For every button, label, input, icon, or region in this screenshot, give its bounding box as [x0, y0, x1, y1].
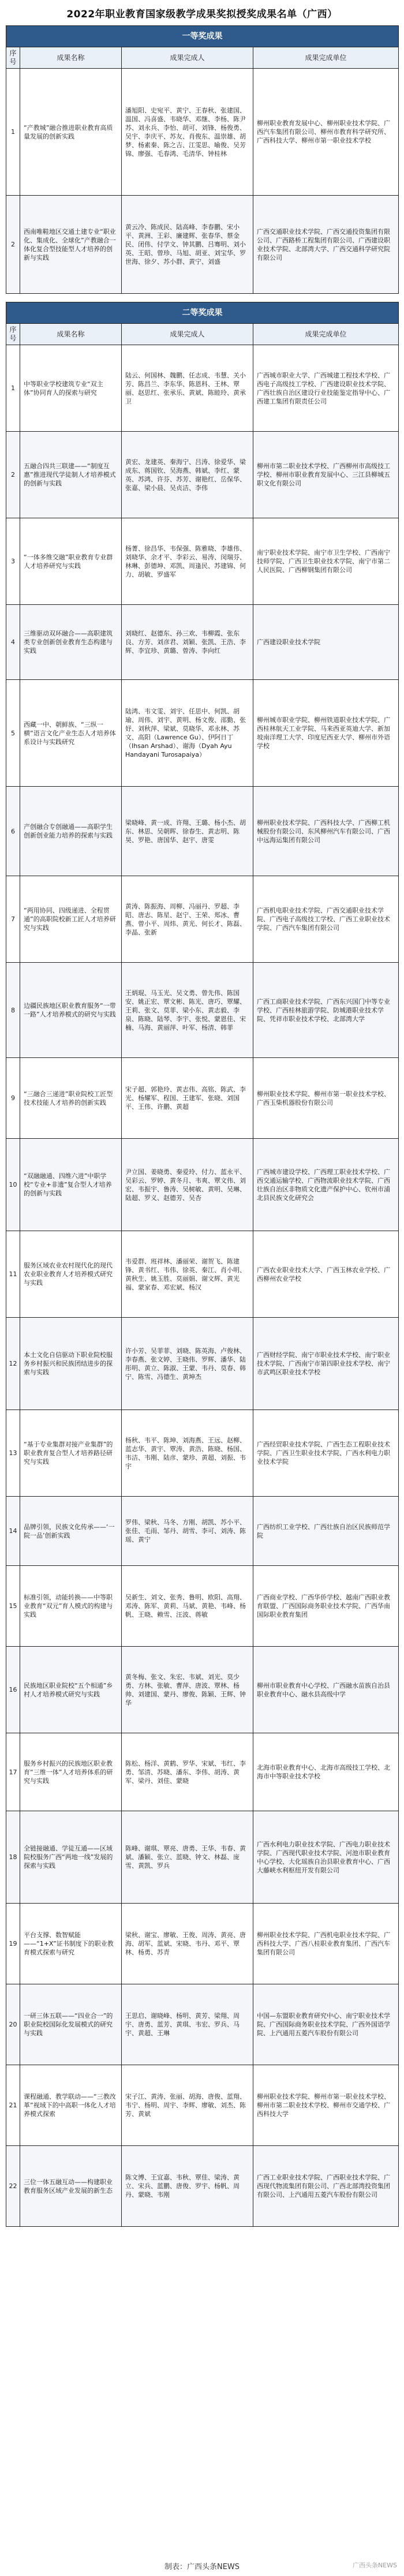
achievement-name: 服务区域农业农村现代化的现代农业职业教育人才培养模式研究与实践 [20, 1231, 122, 1318]
table-row [6, 69, 399, 196]
achievement-name: 一研三体五联——“四业合一”的职业院校国际化发展模式的研究与实践 [20, 1984, 122, 2065]
achievement-people: 尹立国、姜晓勇、秦爱玲、付力、蓝永平、吴彩云、罗婷、黄冬月、韦爽、覃文伟、刘宏、韦振宇、鲁涛、吴树敏、黄明、吴琳、陆超、罗义、赵德芳、吴杏 [122, 1139, 253, 1231]
achievement-name: 西南唯鞋地区交通土建专业“职业化、集成化、全球化”产教融合一体化复合型技能型人才培养的创新与实践 [20, 196, 122, 294]
table-row [6, 345, 399, 432]
table-row [6, 876, 399, 963]
achievement-people: 黄涛、陈振海、周柳、冯丽丹、罗超、李昭、唐志、陈星、赵宁、王荣、郑冰、曹燕、曾小平、周炜、黄光、何长才、陈磊、李晶、张新 [122, 876, 253, 963]
achievement-people: 潘旭阳、史宛平、黄宁、王春秋、张建国、温国、冯喜盛、韦晓华、邓继、李杨、陈尹苏、刘永兵、李怡、胡可、刘锋、杨俊勇、吴宇、李庆平、苏友、肖俊东、温崇雄、胡梦、杨素秦、陈之吉、江雯思、喻俊、吴芳锦、廖强、毛春鸿、毛清华、钟桂林 [122, 69, 253, 196]
achievement-name: “一体多维交融”职业教育专业群人才培养研究与实践 [20, 518, 122, 605]
achievement-unit: 广西城市建设学校、广西理工职业技术学校、广西交通运输学校、广西物流职业技术学院、广西壮族自治区非物质文化遗产保护中心、钦州市浦北县民族文化研究会 [253, 1139, 399, 1231]
achievement-name: 产创融合专创融通——高职学生创新创业能力培养的探索与实践 [20, 787, 122, 876]
achievement-unit: 柳州市职业教育中心学校、广西融水苗族自治县职业教育中心、融水县高级中学 [253, 1647, 399, 1733]
row-index: 15 [6, 1566, 20, 1647]
achievement-unit: 广西建设职业技术学院 [253, 605, 399, 680]
column-header-unit: 成果完成单位 [253, 324, 399, 345]
achievement-name: 边疆民族地区职业教育服务“一带一路”人才培养模式的研究与实践 [20, 963, 122, 1058]
achievement-people: 杨菁、徐昌华、韦保强、陈雅晓、李雄伟、刘晓华、余才平、李彩云、易涛、闵瑞芬、林琳、彭德坤、邓凯、周逢民、苏建锦、何力、胡敏、罗盛军 [122, 518, 253, 605]
row-index: 11 [6, 1231, 20, 1318]
second-prize-heading: 二等奖成果 [6, 302, 399, 324]
table-row [6, 1318, 399, 1410]
row-index: 8 [6, 963, 20, 1058]
achievement-name: 课程融通、教学联动——“三教改革”视域下的中高职一体化人才培养模式探索 [20, 2065, 122, 2146]
achievement-unit: 柳州职业技术学院、广西机电职业技术学院、广西科技大学、广西八桂职业教育集团、广西汽车集团有限公司 [253, 1904, 399, 1984]
table-row [6, 1231, 399, 1318]
achievement-people: 梁晓峰、黄一成、许翔、王璐、杨小杰、胡东、林思、吴朝晖、徐春生、黄志明、陈昊、罗艳、唐国华、赵宇、唐雯 [122, 787, 253, 876]
row-index: 4 [6, 605, 20, 680]
row-index: 20 [6, 1984, 20, 2065]
column-header-name: 成果名称 [20, 47, 122, 69]
table-row [6, 963, 399, 1058]
row-index: 5 [6, 680, 20, 787]
achievement-people: 宋子超、郭艳玲、黄志伟、高铭、陈武、李光、杨耀军、程国、王建军、张晓、刘国平、王伟、许鹏、黄超 [122, 1058, 253, 1139]
achievement-people: 宋子江、黄涛、张丽、胡海、唐俊、蓝翔、韦宁、杨明、周宇、李辉、廖敏、刘杰、陈芳、黄斌 [122, 2065, 253, 2146]
achievement-people: 黄宏、龙建英、秦海宁、吕涛、徐爱华、梁成东、蒋国钦、吴海燕、韩斌、李红、蒙英、苏鸿、许芬、苏芳、谢艳红、岳保华、张嘉、梁小晨、吴贞洁、李伟 [122, 432, 253, 518]
table-row [6, 2146, 399, 2227]
row-index: 21 [6, 2065, 20, 2146]
achievement-unit: 广西机电职业技术学院、广西交通职业技术学院、广西电子高级技工学校、广西工业职业技术学院、广西汽车集团有限公司 [253, 876, 399, 963]
table-row [6, 1410, 399, 1497]
second-prize-table [6, 302, 399, 2227]
achievement-name: “基于专业集群对接产业集群”的职业教育复合型人才培养路径研究与实践 [20, 1410, 122, 1497]
second-prize-rows [6, 345, 399, 2227]
achievement-unit: 南宁职业技术学院、南宁市卫生学校、广西南宁技师学院、广西卫生职业技术学院、南宁市第二人民医院、广西柳钢集团有限公司 [253, 518, 399, 605]
achievement-name: 中等职业学校建筑专业“双主体”协同育人的探索与研究 [20, 345, 122, 432]
column-header-people: 成果完成人 [122, 324, 253, 345]
first-prize-heading: 一等奖成果 [6, 26, 399, 47]
watermark: 广西头条NEWS [352, 2562, 397, 2569]
achievement-people: 陆云、何国林、魏鹏、任志成、韦慧、关小芳、陈昌兰、李东华、陈恩科、王林、覃丽、赵思红、张承乐、黄斌、陈睦玲、黄承卫 [122, 345, 253, 432]
table-row [6, 1566, 399, 1647]
column-header-index: 序号 [6, 47, 20, 69]
first-prize-table [6, 25, 399, 294]
achievement-unit: 广西纺织工业学校、广西壮族自治区民族师范学院 [253, 1497, 399, 1566]
row-index: 2 [6, 196, 20, 294]
table-row [6, 1984, 399, 2065]
achievement-people: 黄云冷、陈成民、陆高峰、李春鹏、宋小平、黄洲、王彩、廉建辉、张春华、蔡金民、闭伟、付学文、钟其鹏、吕骞明、刘小英、王昭、曾珍、马旭、胡亚、刘宝华、罗世海、徐夕、苏小群、黄宁、刘盛 [122, 196, 253, 294]
first-prize-rows [6, 69, 399, 294]
row-index: 1 [6, 345, 20, 432]
column-header-index: 序号 [6, 324, 20, 345]
achievement-people: 陆鸿、韦文雯、刘宇、任思中、何凯、胡瑜、周伟、刘宇、黄明、杨文俊、邵勤、张妤、刘秋萍、梁斌、莫晓华、邓永林、苏文、高阳（Lawrence Gu）、伊阿日丁（Ihsan Arshad）、谢海（Dyah Ayu Handayani Turosapaiya） [122, 680, 253, 787]
table-row [6, 1904, 399, 1984]
achievement-unit: 广西城市职业大学、广西城建工程技术学校、广西电子高级技工学校、广西建设职业技术学院、广西壮族自治区建设行业技能鉴定指导中心、广西建工集团有限责任公司 [253, 345, 399, 432]
table-row [6, 1058, 399, 1139]
achievement-name: 五融合四共三联建——“制度互惠”推进现代学徒制人才培养模式的创新与实践 [20, 432, 122, 518]
achievement-people: 许小芳、吴菲菲、刘晓、陈英海、卢俊林、李春燕、张文婷、王晓伟、罗辉、潘华、陆彤明、黄立、陈淑、王蒙、韦丹、莫春、韩宁、陈雪、冯德生、黄坤杰 [122, 1318, 253, 1410]
row-index: 12 [6, 1318, 20, 1410]
achievement-name: 三位一体五融互动——构建职业教育服务区域产业发展的新生态 [20, 2146, 122, 2227]
achievement-name: “两用协同、四级递进、全程贯通”的高职院校新工匠人才培养研究与实践 [20, 876, 122, 963]
row-index: 9 [6, 1058, 20, 1139]
table-row [6, 1811, 399, 1904]
row-index: 13 [6, 1410, 20, 1497]
achievement-unit: 北海市职业教育中心、北海市高级技工学校、北海市中等职业技术学校 [253, 1733, 399, 1811]
table-row [6, 1497, 399, 1566]
table-row [6, 1139, 399, 1231]
column-header-people: 成果完成人 [122, 47, 253, 69]
achievement-name: “产教城”融合推进职业教育高质量发展的创新实践 [20, 69, 122, 196]
achievement-people: 陈松、杨洋、黄鹤、罗华、宋斌、韦红、李勇、邹清、苏晓、潘东、李伟、胡涛、黄军、梁丹、刘佳、蒙晓 [122, 1733, 253, 1811]
row-index: 18 [6, 1811, 20, 1904]
achievement-unit: 广西工商职业技术学院、广西东兴国门中等专业学校、广西桂林旅游学院、防城港职业技术学院、凭祥市职业技术学校、北部湾大学 [253, 963, 399, 1058]
table-row [6, 605, 399, 680]
achievement-name: “双融融通、四维六进”中职学校“专业+非遗”复合型人才培养的创新与实践 [20, 1139, 122, 1231]
achievement-name: 本土文化自信驱动下职业院校服务乡村振兴和民族团结进步的探索与实践 [20, 1318, 122, 1410]
achievement-name: 服务乡村振兴的民族地区职业教育“三维一体”人才培养体系的研究与实践 [20, 1733, 122, 1811]
achievement-people: 陈峰、谢琪、覃亮、唐勇、王华、韦春、黄斌、潘颖、张立、蓝晓、钟文、林磊、庞雪、黄凯、罗兵 [122, 1811, 253, 1904]
row-index: 6 [6, 787, 20, 876]
row-index: 22 [6, 2146, 20, 2227]
table-row [6, 1733, 399, 1811]
achievement-unit: 广西工业职业技术学院、广西职业技术学院、广西现代物流集团有限公司、广西北部湾投资集团有限公司、上汽通用五菱汽车股份有限公司 [253, 2146, 399, 2227]
achievement-people: 吴新生、刘文、张秀、鲁明、欧阳、高翔、邓涛、陈军、黄莉、马斌、黄艳、韦峰、杨帆、王晓、赖雪、汪波、蒋敏 [122, 1566, 253, 1647]
row-index: 10 [6, 1139, 20, 1231]
achievement-unit: 广西交通职业技术学院、广西交通投资集团有限公司、广西路桥工程集团有限公司、广西建设职业技术学院、北部湾大学、广西交通科学研究院有限公司 [253, 196, 399, 294]
column-header-name: 成果名称 [20, 324, 122, 345]
table-source: 制表：广西头条NEWS [164, 2563, 240, 2571]
achievement-unit: 柳州职业技术学院、柳州市第一职业技术学校、广西玉柴机器股份有限公司 [253, 1058, 399, 1139]
achievement-people: 罗伟、梁秋、马冬、方刚、胡凯、苏小平、张佳、毛雨、邹丹、胡雪、李可、刘涛、陈瑶、黄宁 [122, 1497, 253, 1566]
row-index: 17 [6, 1733, 20, 1811]
table-row [6, 1647, 399, 1733]
achievement-name: 西藏一中、朝鲜族、“三纵一横”语言文化产业生态人才培养体系设计与实践研究 [20, 680, 122, 787]
table-row [6, 518, 399, 605]
table-row [6, 680, 399, 787]
achievement-unit: 广西商业学校、广西华侨学校、越南广西职业教育联盟、广西国际商务职业技术学院、广西华南国际职业教育集团 [253, 1566, 399, 1647]
achievement-name: 品牌引领，民族文化传承——‘一院一品’创新实践 [20, 1497, 122, 1566]
achievement-unit: 柳州市第二职业技术学校、广西柳州市高级技工学校、柳州市职业教育发展中心、三江县柳城五职文化有限公司 [253, 432, 399, 518]
row-index: 19 [6, 1904, 20, 1984]
achievement-unit: 柳州职业技术学院、广西科技大学、广西柳工机械股份有限公司、东风柳州汽车有限公司、广西中远海运集团有限公司 [253, 787, 399, 876]
row-index: 16 [6, 1647, 20, 1733]
achievement-name: 全链接融通、学徒互通——区域院校服务广西“两地一线”发展的探索与实践 [20, 1811, 122, 1904]
achievement-unit: 柳州城市职业学院、柳州铁道职业技术学院、广西桂林航天工业学院、马来西亚英迪大学、新加坡南洋理工大学、印度尼西亚大学、柳州市外语学校 [253, 680, 399, 787]
achievement-people: 梁秋、谢宝、廖敏、王俊、周涛、黄亮、唐海、胡军、蓝斌、宋晓、韦丹、邓平、覃林、杨勇、苏青 [122, 1904, 253, 1984]
achievement-people: 杨秋、韦平、陈坤、刘海燕、王远、赵柳、蓝志华、黄宇、覃涛、黄浩、陈晓、杨国、韦洁、韦刚、陆彦、蒙珍、黄超、刘振、韦宇 [122, 1410, 253, 1497]
achievement-unit: 广西经贸职业技术学院、广西生态工程职业技术学院、广西卫生职业技术学院、广西水利电力职业技术学院 [253, 1410, 399, 1497]
document-title: 2022年职业教育国家级教学成果奖拟授奖成果名单（广西） [66, 9, 338, 20]
table-row [6, 2065, 399, 2146]
table-row [6, 787, 399, 876]
achievement-people: 韦爱群、班祥林、潘丽荣、谢贺飞、陈建锋、黄书红、韦伟、徐英、秦江、肖小明、黄秋生、姚玉胜、莫丽娟、谢文辉、黄光福、蒙家春、邓宏斌、杨汉 [122, 1231, 253, 1318]
row-index: 1 [6, 69, 20, 196]
table-row [6, 196, 399, 294]
achievement-people: 王思启、谢晓峰、杨明、黄芳、梁翔、周宇、唐勇、蓝芳、黄琪、韦宏、罗兵、马宇、黄超、王琳 [122, 1984, 253, 2065]
achievement-unit: 广西财经学院、南宁市职业技术学校、南宁职业技术学院、广西南宁市第四职业技术学校、南宁市武鸣区职业技术学校 [253, 1318, 399, 1410]
achievement-unit: 柳州职业技术学院、柳州市第一职业技术学校、柳州市第二职业技术学校、柳州市交通学校、广西科技大学 [253, 2065, 399, 2146]
row-index: 3 [6, 518, 20, 605]
table-row [6, 432, 399, 518]
column-header-unit: 成果完成单位 [253, 47, 399, 69]
achievement-people: 陈文博、王宜嘉、韦秋、覃佳、梁涛、黄立、宋兵、蓝鹏、唐俊、罗宇、杨帆、周丹、蒙晓、韦刚 [122, 2146, 253, 2227]
achievement-unit: 柳州职业教育发展中心、柳州职业技术学院、广西汽车集团有限公司、柳州市教育科学研究所、广西科技大学、柳州市第一职业技术学校 [253, 69, 399, 196]
achievement-people: 刘晓红、赵德东、孙三欢、韦柳霞、张东良、方芳、刘彦君、刘颖、张凯、王浩、李辉、李宜珍、黄璐、曾涛、李向红 [122, 605, 253, 680]
achievement-unit: 中国—东盟职业教育研究中心、南宁职业技术学院、广西国际商务职业技术学院、广西外国语学院、上汽通用五菱汽车股份有限公司 [253, 1984, 399, 2065]
row-index: 7 [6, 876, 20, 963]
achievement-unit: 广西农业职业技术大学、广西玉林农业学校、广西柳州农业学校 [253, 1231, 399, 1318]
achievement-unit: 广西水利电力职业技术学院、广西电力职业技术学院、广西现代职业技术学院、河池市职业教育中心学校、大化瑶族自治县职业教育中心、广西大藤峡水利枢纽开发有限公司 [253, 1811, 399, 1904]
achievement-name: 标准引领，动能转换——中等职业教育“双元”育人模式的构建与实践 [20, 1566, 122, 1647]
achievement-people: 黄冬梅、张文、朱宏、韦斌、刘光、莫少勇、方林、张敏、曹萍、唐波、覃林、杨帅、刘建国、蒙丹、廖俊、陈颖、王辉、钟华 [122, 1647, 253, 1733]
row-index: 2 [6, 432, 20, 518]
achievement-name: “三融合三递进”职业院校工匠型技术技能人才培养的创新实践 [20, 1058, 122, 1139]
achievement-name: 三维驱动双环融合——高职建筑类专业创新创业教育生态构建与实践 [20, 605, 122, 680]
achievement-name: 民族地区职业院校“五个相通”乡村人才培养模式研究与实践 [20, 1647, 122, 1733]
achievement-name: 平台支撑、数智赋能——“1+X”证书制度下的职业教育模式探索与研究 [20, 1904, 122, 1984]
achievement-people: 王炳琨、马玉光、吴文勇、曾先伟、陈国安、姚正宏、覃文彬、陈光、唐巧、覃耀、王莉、张文、莫菲、梁小东、黄志毅、李泉、陈晓、陆琴、李宇、张悦、蒙恩佳、宋楠、马海、黄丽萍、叶军、杨清、韩菲 [122, 963, 253, 1058]
row-index: 14 [6, 1497, 20, 1566]
